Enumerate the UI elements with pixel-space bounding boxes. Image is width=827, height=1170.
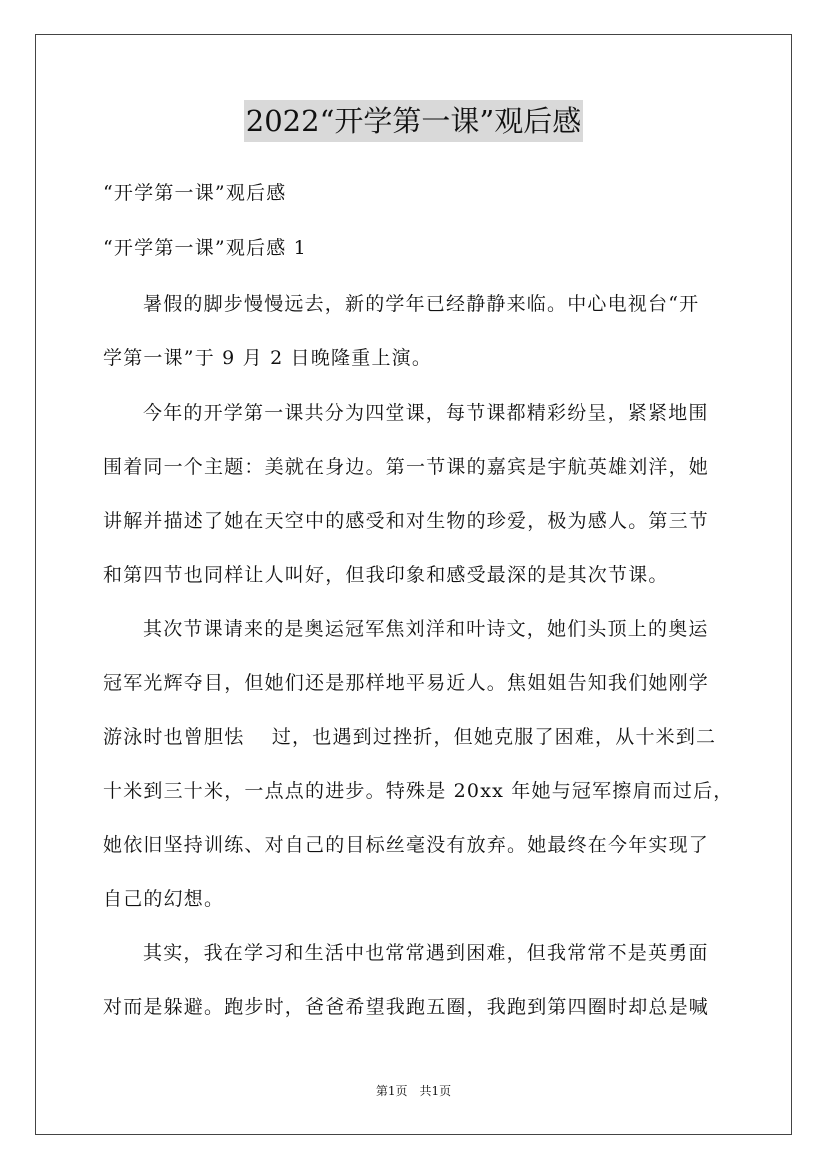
paragraph-line: 暑假的脚步慢慢远去，新的学年已经静静来临。中心电视台“开 — [143, 293, 700, 315]
section-heading: “开学第一课”观后感 1 — [103, 237, 307, 259]
document-title: 2022“开学第一课”观后感 — [244, 100, 583, 142]
paragraph-line: 其实，我在学习和生活中也常常遇到困难，但我常常不是英勇面 — [143, 942, 709, 964]
paragraph-line: 自己的幻想。 — [103, 888, 225, 910]
subtitle-line: “开学第一课”观后感 — [103, 182, 287, 204]
paragraph-line: 其次节课请来的是奥运冠军焦刘洋和叶诗文，她们头顶上的奥运 — [143, 618, 709, 640]
paragraph-line: 讲解并描述了她在天空中的感受和对生物的珍爱，极为感人。第三节 — [103, 510, 710, 532]
paragraph-line: 游泳时也曾胆怯 过，也遇到过挫折，但她克服了困难，从十米到二 — [103, 726, 717, 748]
paragraph-line: 十米到三十米，一点点的进步。特殊是 20xx 年她与冠军擦肩而过后， — [103, 780, 734, 802]
title-container — [0, 100, 827, 142]
paragraph-line: 对而是躲避。跑步时，爸爸希望我跑五圈，我跑到第四圈时却总是喊 — [103, 996, 710, 1018]
paragraph-line: 和第四节也同样让人叫好，但我印象和感受最深的是其次节课。 — [103, 564, 669, 586]
paragraph-line: 她依旧坚持训练、对自己的目标丝毫没有放弃。她最终在今年实现了 — [103, 834, 710, 856]
paragraph-line: 学第一课”于 9 月 2 日晚隆重上演。 — [103, 347, 433, 369]
paragraph-line: 今年的开学第一课共分为四堂课，每节课都精彩纷呈，紧紧地围 — [143, 402, 709, 424]
paragraph-line: 冠军光辉夺目，但她们还是那样地平易近人。焦姐姐告知我们她刚学 — [103, 672, 710, 694]
paragraph-line: 围着同一个主题：美就在身边。第一节课的嘉宾是宇航英雄刘洋，她 — [103, 456, 710, 478]
page-footer: 第1页 共1页 — [375, 1084, 452, 1098]
